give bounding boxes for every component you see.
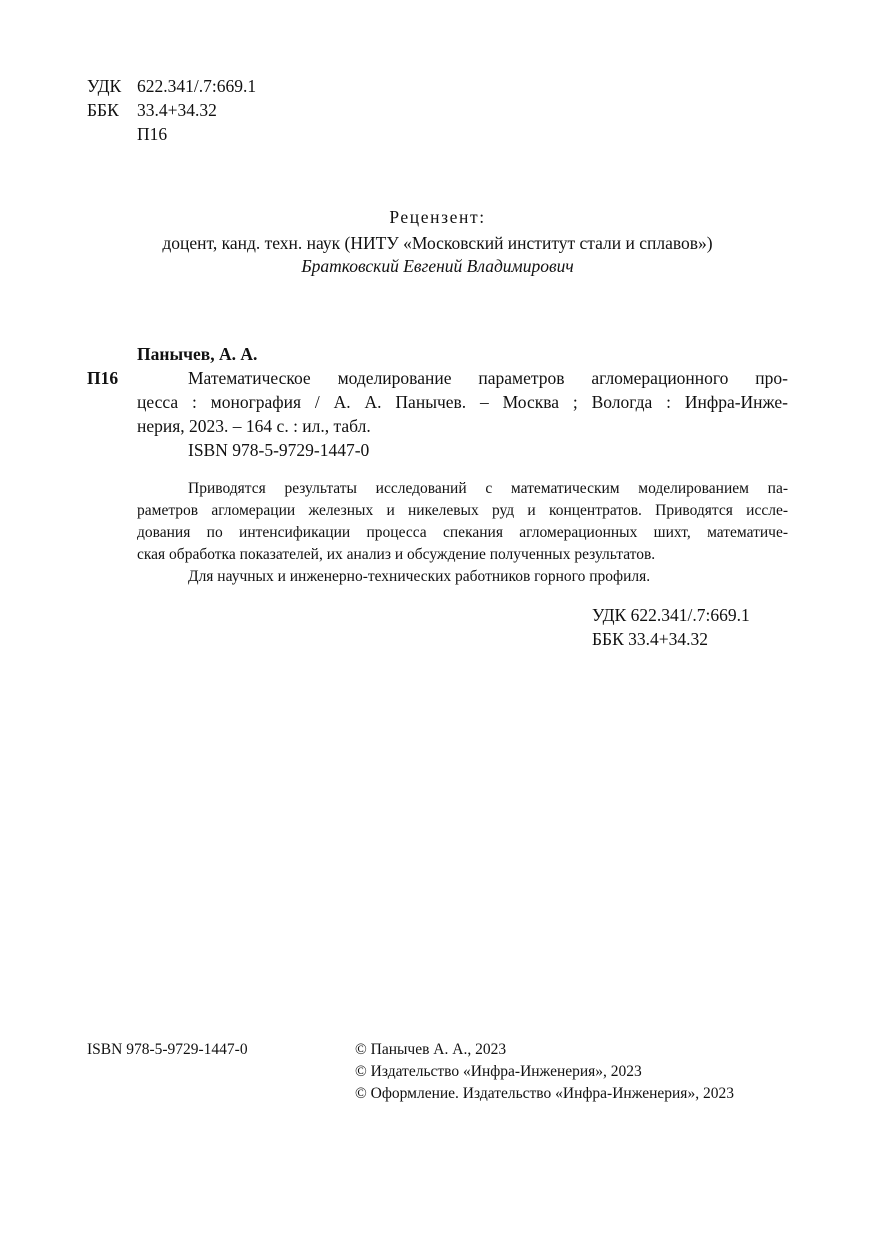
- udk-line: [87, 74, 256, 98]
- annotation-line-2: раметров агломерации железных и никелевых руд и концентратов. Приводятся иссле-: [137, 502, 788, 519]
- record-line-2: цесса : монография / А. А. Панычев. – Москва ; Вологда : Инфра-Инже-: [137, 392, 788, 412]
- footer-udk: УДК 622.341/.7:669.1: [592, 605, 750, 625]
- annotation-line-3: дования по интенсификации процесса спекания агломерационных шихт, математиче-: [137, 524, 788, 541]
- annotation-line-4: ская обработка показателей, их анализ и обсуждение полученных результатов.: [137, 546, 656, 563]
- record-author: Панычев, А. А.: [137, 344, 258, 364]
- copyright-isbn: ISBN 978-5-9729-1447-0: [87, 1041, 248, 1058]
- record-line-3: нерия, 2023. – 164 с. : ил., табл.: [137, 416, 371, 436]
- bbk-value: 33.4+34.32: [137, 100, 217, 120]
- copyright-design: © Оформление. Издательство «Инфра-Инженерия», 2023: [355, 1085, 734, 1102]
- bbk-label: ББК: [87, 100, 119, 120]
- bbk-line: [87, 98, 217, 122]
- annotation-audience: Для научных и инженерно-технических работников горного профиля.: [188, 568, 651, 585]
- record-isbn: ISBN 978-5-9729-1447-0: [188, 440, 370, 460]
- author-mark: П16: [137, 124, 168, 144]
- annotation-line-1: Приводятся результаты исследований с математическим моделированием па-: [188, 480, 788, 497]
- udk-label: УДК: [87, 76, 122, 96]
- copyright-publisher: © Издательство «Инфра-Инженерия», 2023: [355, 1063, 642, 1080]
- udk-value: 622.341/.7:669.1: [137, 76, 257, 96]
- reviewer-heading: Рецензент:: [389, 207, 486, 227]
- reviewer-name: Братковский Евгений Владимирович: [301, 256, 574, 276]
- record-line-1: Математическое моделирование параметров агломерационного про-: [188, 368, 788, 388]
- copyright-author: © Панычев А. А., 2023: [355, 1041, 507, 1058]
- reviewer-position: доцент, канд. техн. наук (НИТУ «Московский институт стали и сплавов»): [162, 233, 713, 253]
- record-mark: П16: [87, 368, 119, 388]
- footer-bbk: ББК 33.4+34.32: [592, 629, 709, 649]
